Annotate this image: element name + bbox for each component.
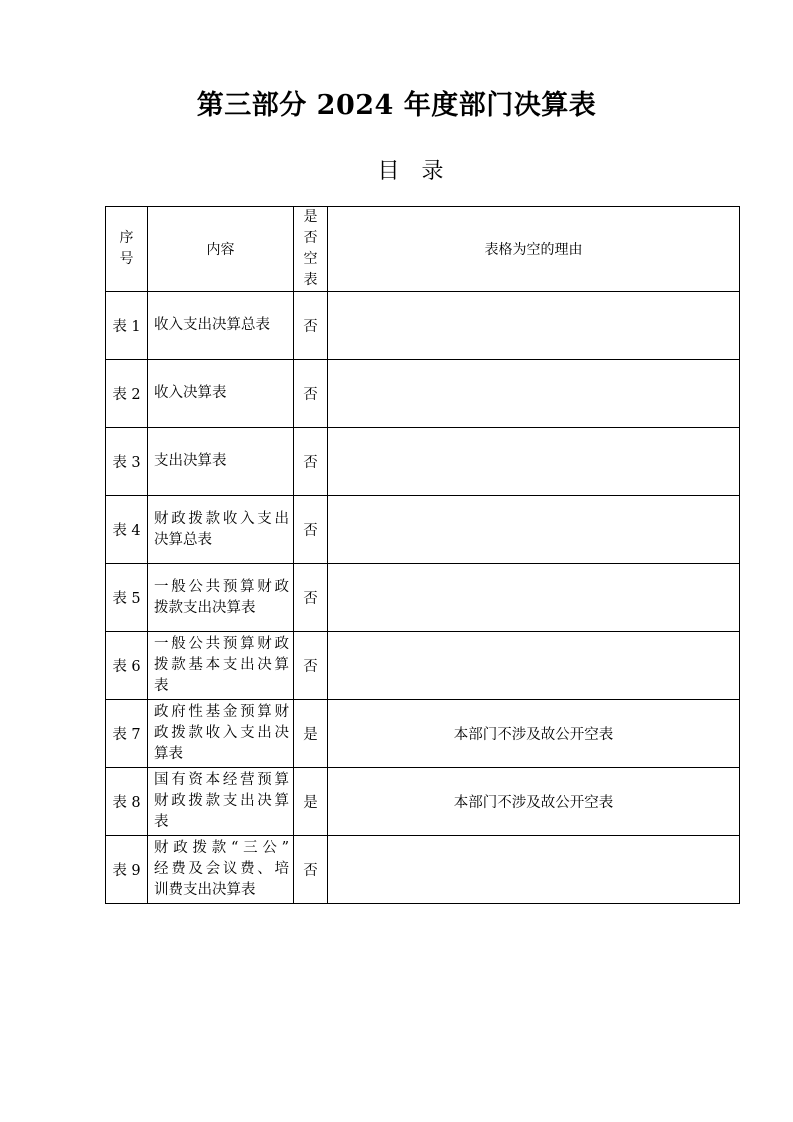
row-number: 表 4 bbox=[106, 496, 148, 564]
row-content bbox=[148, 292, 294, 360]
table-row bbox=[106, 360, 740, 428]
row-empty-flag: 否 bbox=[294, 428, 328, 496]
row-empty-flag: 否 bbox=[294, 360, 328, 428]
content-line: 训费支出决算表 bbox=[154, 882, 256, 898]
table-row bbox=[106, 428, 740, 496]
row-reason bbox=[328, 496, 740, 564]
content-line: 收入决算表 bbox=[154, 385, 227, 401]
content-line: 国有资本经营预算 bbox=[154, 772, 289, 788]
row-empty-flag: 否 bbox=[294, 564, 328, 632]
content-line: 支出决算表 bbox=[154, 453, 227, 469]
row-number: 表 9 bbox=[106, 836, 148, 904]
header-reason: 表格为空的理由 bbox=[328, 207, 740, 292]
header-content: 内容 bbox=[148, 207, 294, 292]
table-row bbox=[106, 564, 740, 632]
content-line: 拨款支出决算表 bbox=[154, 599, 256, 616]
header-empty: 是否空表 bbox=[294, 207, 328, 292]
row-number: 表 2 bbox=[106, 360, 148, 428]
row-reason: 本部门不涉及故公开空表 bbox=[328, 768, 740, 836]
content-line: 收入支出决算总表 bbox=[154, 317, 270, 333]
page-title: 第三部分 2024 年度部门决算表 bbox=[196, 90, 597, 121]
row-reason bbox=[328, 292, 740, 360]
row-content bbox=[148, 836, 294, 904]
content-line: 拨款基本支出决算 bbox=[154, 657, 289, 673]
row-empty-flag: 否 bbox=[294, 632, 328, 700]
content-line: 财政拨款收入支出 bbox=[154, 510, 289, 527]
table-row bbox=[106, 700, 740, 768]
content-line: 政拨款收入支出决 bbox=[154, 725, 289, 741]
table-row bbox=[106, 768, 740, 836]
row-content bbox=[148, 564, 294, 632]
toc-table bbox=[105, 206, 740, 904]
table-row bbox=[106, 632, 740, 700]
row-empty-flag: 是 bbox=[294, 768, 328, 836]
content-line: 财政拨款支出决算 bbox=[154, 793, 289, 809]
content-line: 算表 bbox=[154, 746, 183, 762]
content-line: 决算总表 bbox=[154, 531, 212, 548]
row-number: 表 3 bbox=[106, 428, 148, 496]
row-empty-flag: 否 bbox=[294, 496, 328, 564]
row-reason bbox=[328, 632, 740, 700]
content-line: 一般公共预算财政 bbox=[154, 636, 289, 652]
table-row bbox=[106, 496, 740, 564]
row-number: 表 8 bbox=[106, 768, 148, 836]
table-row bbox=[106, 292, 740, 360]
row-content bbox=[148, 768, 294, 836]
row-empty-flag: 否 bbox=[294, 836, 328, 904]
content-line: 表 bbox=[154, 678, 169, 694]
row-reason bbox=[328, 564, 740, 632]
row-reason bbox=[328, 360, 740, 428]
row-content bbox=[148, 496, 294, 564]
header-no: 序号 bbox=[106, 207, 148, 292]
content-line: 政府性基金预算财 bbox=[154, 704, 289, 720]
row-number: 表 1 bbox=[106, 292, 148, 360]
content-line: 一般公共预算财政 bbox=[154, 578, 289, 595]
toc-heading: 目录 bbox=[377, 159, 466, 184]
table-header-row bbox=[106, 207, 740, 292]
row-content bbox=[148, 428, 294, 496]
row-number: 表 7 bbox=[106, 700, 148, 768]
row-reason: 本部门不涉及故公开空表 bbox=[328, 700, 740, 768]
row-reason bbox=[328, 836, 740, 904]
row-number: 表 6 bbox=[106, 632, 148, 700]
row-content bbox=[148, 360, 294, 428]
content-line: 财政拨款“三公” bbox=[154, 840, 289, 856]
content-line: 表 bbox=[154, 814, 169, 830]
row-content bbox=[148, 700, 294, 768]
content-line: 经费及会议费、培 bbox=[154, 861, 289, 877]
row-content bbox=[148, 632, 294, 700]
row-reason bbox=[328, 428, 740, 496]
row-empty-flag: 是 bbox=[294, 700, 328, 768]
table-row bbox=[106, 836, 740, 904]
row-number: 表 5 bbox=[106, 564, 148, 632]
row-empty-flag: 否 bbox=[294, 292, 328, 360]
